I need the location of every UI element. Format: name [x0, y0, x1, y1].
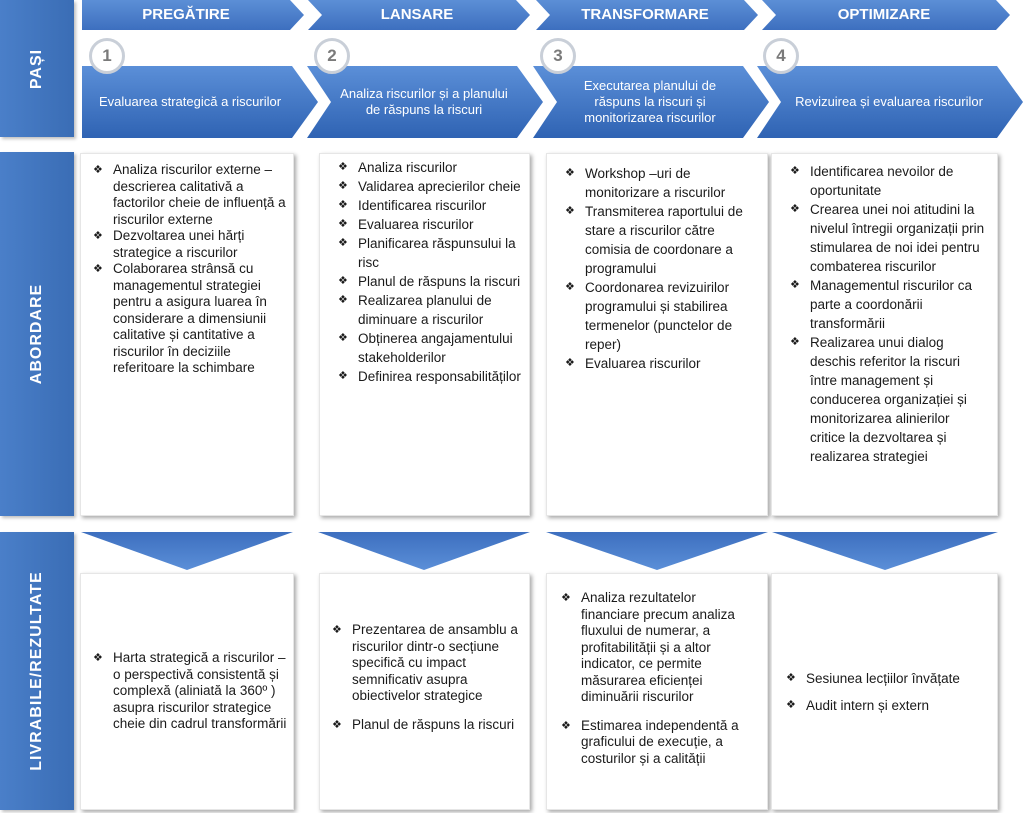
list-item: ❖ Planul de răspuns la riscuri — [330, 717, 523, 734]
phase-header-1 — [82, 0, 304, 30]
step-text: Analiza riscurilor și a planului de răspuns la riscuri — [340, 86, 508, 117]
deliverable-list — [91, 650, 287, 733]
approach-box-4 — [771, 153, 998, 516]
deliverable-list — [784, 670, 989, 714]
step-number-2: 2 — [314, 38, 350, 74]
approach-box-3 — [546, 153, 768, 516]
list-item: ❖ Analiza riscurilor — [336, 158, 521, 177]
deliverable-list — [559, 590, 757, 767]
deliverable-box-1 — [80, 573, 294, 810]
list-item: ❖ Estimarea independentă a graficului de execuție, a costurilor și a calității — [559, 718, 757, 768]
down-chevron-4 — [772, 532, 998, 572]
row-label-abordare-text: ABORDARE — [28, 283, 45, 385]
row-label-pasi-text: PAȘI — [28, 48, 45, 89]
step-text: Executarea planului de răspuns la riscuri și monitorizarea riscurilor — [583, 78, 717, 125]
list-item: ❖ Identificarea riscurilor — [336, 196, 521, 215]
approach-list — [91, 162, 287, 377]
approach-box-1 — [80, 153, 294, 516]
phase-header-3 — [536, 0, 758, 30]
list-item: ❖ Realizarea planului de diminuare a riscurilor — [336, 291, 521, 329]
approach-list — [788, 162, 987, 466]
list-item: ❖ Audit intern și extern — [784, 697, 989, 714]
down-chevron-2 — [318, 532, 530, 572]
list-item: ❖ Realizarea unui dialog deschis referitor la riscuri între management și conducerea organizației și monitorizarea alinierilor critice la dezvoltarea și realizarea strategiei — [788, 333, 987, 466]
step-text: Evaluarea strategică a riscurilor — [98, 94, 282, 109]
list-item: ❖ Workshop –uri de monitorizare a riscurilor — [563, 164, 755, 202]
row-label-livrabile-text: LIVRABILE/REZULTATE — [28, 571, 45, 771]
list-item: ❖ Analiza rezultatelor financiare precum analiza fluxului de numerar, a profitabilității și a altor indicator, ce permite măsurarea eficienței diminuării riscurilor — [559, 590, 757, 706]
phase-title: OPTIMIZARE — [837, 6, 931, 23]
phase-title: TRANSFORMARE — [581, 6, 709, 23]
list-item: ❖ Dezvoltarea unei hărți strategice a riscurilor — [91, 228, 287, 261]
step-number-1: 1 — [89, 38, 125, 74]
down-chevron-3 — [546, 532, 768, 572]
approach-list — [336, 158, 521, 386]
list-item: ❖ Evaluarea riscurilor — [336, 215, 521, 234]
list-item: ❖ Transmiterea raportului de stare a riscurilor către comisia de coordonare a programului — [563, 202, 755, 278]
deliverable-box-3 — [546, 573, 768, 810]
deliverable-list — [330, 622, 523, 733]
list-item: ❖ Managementul riscurilor ca parte a coordonării transformării — [788, 276, 987, 333]
phase-title: LANSARE — [380, 6, 454, 23]
list-item: ❖ Crearea unei noi atitudini la nivelul întregii organizații prin stimularea de noi idei pentru combaterea riscurilor — [788, 200, 987, 276]
phase-header-2 — [308, 0, 530, 30]
row-label-pasi — [0, 0, 74, 137]
list-item: ❖ Validarea aprecierilor cheie — [336, 177, 521, 196]
list-item: ❖ Planul de răspuns la riscuri — [336, 272, 521, 291]
list-item: ❖ Harta strategică a riscurilor – o perspectivă consistentă și complexă (aliniată la 360º ) asupra riscurilor strategice cheie din cadrul transformării — [91, 650, 287, 733]
approach-list — [563, 164, 755, 373]
list-item: ❖ Sesiunea lecțiilor învățate — [784, 670, 989, 687]
deliverable-box-4 — [771, 573, 998, 810]
list-item: ❖ Planificarea răspunsului la risc — [336, 234, 521, 272]
step-number-3: 3 — [540, 38, 576, 74]
row-label-livrabile — [0, 532, 74, 810]
phase-title: PREGĂTIRE — [142, 6, 230, 23]
list-item: ❖ Identificarea nevoilor de oportunitate — [788, 162, 987, 200]
list-item: ❖ Analiza riscurilor externe – descrierea calitativă a factorilor cheie de influență a riscurilor externe — [91, 162, 287, 228]
row-label-abordare — [0, 152, 74, 516]
step-text: Revizuirea și evaluarea riscurilor — [795, 94, 983, 109]
deliverable-box-2 — [319, 573, 530, 810]
step-number-4: 4 — [763, 38, 799, 74]
down-chevron-1 — [81, 532, 293, 572]
list-item: ❖ Colaborarea strânsă cu managementul strategiei pentru a asigura luarea în considerare a dimensiunii calitative și cantitative a riscurilor în deciziile referitoare la schimbare — [91, 261, 287, 377]
list-item: ❖ Evaluarea riscurilor — [563, 354, 755, 373]
approach-box-2 — [319, 153, 530, 516]
list-item: ❖ Definirea responsabilităților — [336, 367, 521, 386]
phase-header-4 — [762, 0, 1010, 30]
list-item: ❖ Obținerea angajamentului stakeholderilor — [336, 329, 521, 367]
list-item: ❖ Prezentarea de ansamblu a riscurilor dintr-o secțiune specifică cu impact semnificativ asupra obiectivelor strategice — [330, 622, 523, 705]
list-item: ❖ Coordonarea revizuirilor programului și stabilirea termenelor (punctelor de reper) — [563, 278, 755, 354]
